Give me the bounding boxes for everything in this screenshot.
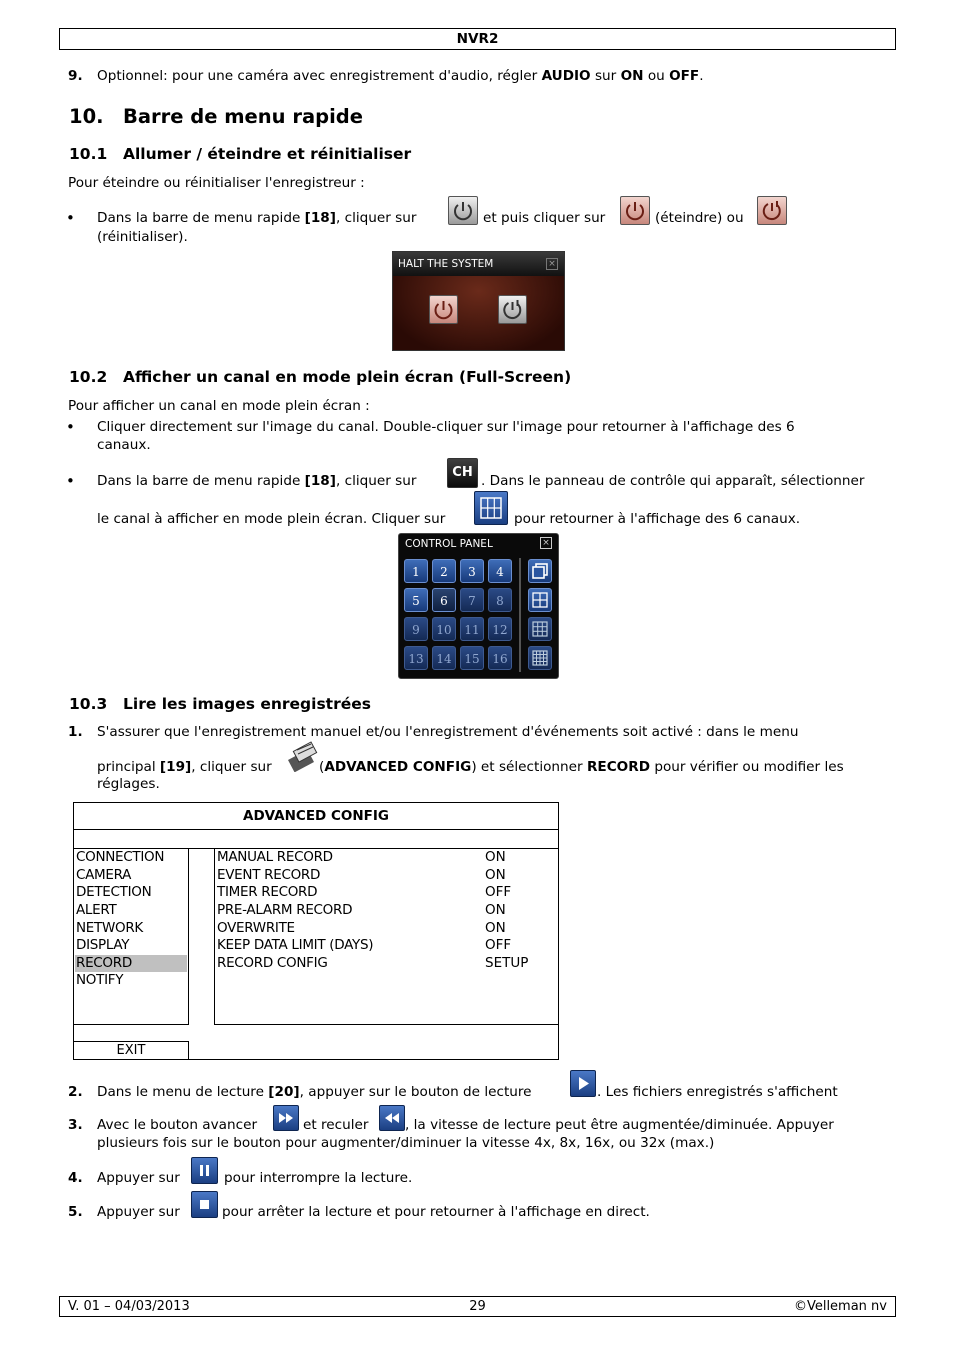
step-1-line3: réglages.	[97, 776, 160, 792]
option-record-config[interactable]: RECORD CONFIG	[217, 954, 328, 971]
grid-9-icon	[529, 618, 551, 640]
step-4-part2: pour interrompre la lecture.	[224, 1170, 413, 1186]
page-number: 29	[469, 1299, 486, 1314]
nine-view-button[interactable]	[528, 617, 552, 641]
s102-bullet1-line1: Cliquer directement sur l'image du canal. Double-cliquer sur l'image pour retourner à l'affichage des 6	[97, 419, 795, 435]
record-settings	[214, 848, 559, 1025]
grid-4-icon	[529, 589, 551, 611]
menu-item-record[interactable]: RECORD	[75, 955, 187, 972]
section-10-3-heading: 10.3 Lire les images enregistrées	[69, 695, 371, 713]
single-view-button[interactable]	[528, 559, 552, 583]
quad-view-button[interactable]	[528, 588, 552, 612]
s102-bullet2-part1: Dans la barre de menu rapide [18], cliquer sur	[97, 473, 417, 489]
divider	[519, 558, 521, 672]
step-3-number: 3.	[68, 1117, 83, 1133]
option-event-record[interactable]: EVENT RECORD	[217, 866, 321, 883]
rewind-icon	[379, 1105, 405, 1131]
step-9-number: 9.	[68, 68, 83, 84]
channel-button-16[interactable]: 16	[488, 646, 512, 670]
step-1-line1: S'assurer que l'enregistrement manuel et/ou l'enregistrement d'événements soit activé : dans le menu	[97, 724, 799, 740]
s102-bullet2-part4: pour retourner à l'affichage des 6 canaux.	[514, 511, 801, 527]
channel-button-12[interactable]: 12	[488, 617, 512, 641]
step-3-part2: et reculer	[303, 1117, 369, 1133]
step-4-number: 4.	[68, 1170, 83, 1186]
control-panel-title: CONTROL PANEL	[405, 538, 493, 550]
section-10-1-heading: 10.1 Allumer / éteindre et réinitialiser	[69, 145, 412, 163]
pause-icon	[191, 1157, 218, 1184]
option-manual-record[interactable]: MANUAL RECORD	[217, 849, 333, 865]
menu-item-connection[interactable]: CONNECTION	[76, 849, 165, 865]
page-footer	[59, 1296, 896, 1317]
play-icon	[570, 1070, 596, 1097]
step-3-part1: Avec le bouton avancer	[97, 1117, 258, 1133]
value-manual-record[interactable]: ON	[485, 849, 506, 865]
channel-button-3[interactable]: 3	[460, 559, 484, 583]
channel-button-11[interactable]: 11	[460, 617, 484, 641]
shutdown-icon	[620, 196, 650, 225]
channel-button-15[interactable]: 15	[460, 646, 484, 670]
step-9-text: Optionnel: pour une caméra avec enregistrement d'audio, régler AUDIO sur ON ou OFF.	[97, 68, 704, 84]
channel-button-6[interactable]: 6	[432, 588, 456, 612]
s102-bullet2-part2: . Dans le panneau de contrôle qui apparaît, sélectionner	[481, 473, 865, 489]
menu-item-network[interactable]: NETWORK	[76, 919, 143, 936]
footer-version: V. 01 – 04/03/2013	[68, 1299, 190, 1314]
advanced-config-icon	[287, 740, 319, 772]
s101-bullet-part4: (réinitialiser).	[97, 229, 188, 245]
channel-button-10[interactable]: 10	[432, 617, 456, 641]
bullet-icon: •	[66, 209, 75, 227]
menu-item-detection[interactable]: DETECTION	[76, 884, 152, 900]
page-header	[59, 28, 896, 50]
section-10-2-heading: 10.2 Afficher un canal en mode plein écran (Full-Screen)	[69, 368, 572, 386]
option-keep-data-limit[interactable]: KEEP DATA LIMIT (DAYS)	[217, 937, 374, 953]
step-2-part2: . Les fichiers enregistrés s'affichent	[597, 1084, 838, 1100]
step-5-part2: pour arrêter la lecture et pour retourner à l'affichage en direct.	[222, 1204, 650, 1220]
step-5-part1: Appuyer sur	[97, 1204, 180, 1220]
value-overwrite[interactable]: ON	[485, 919, 506, 936]
shutdown-button[interactable]	[429, 295, 458, 324]
section-10-2-intro: Pour afficher un canal en mode plein écran :	[68, 398, 370, 414]
exit-button[interactable]: EXIT	[73, 1041, 189, 1060]
advanced-config-screen	[73, 802, 559, 1060]
footer-copyright: ©Velleman nv	[793, 1299, 887, 1314]
control-panel	[398, 533, 559, 679]
channel-button-1[interactable]: 1	[404, 559, 428, 583]
value-timer-record[interactable]: OFF	[485, 884, 512, 900]
window-icon	[529, 560, 551, 582]
close-icon[interactable]: ×	[546, 258, 558, 270]
menu-item-camera[interactable]: CAMERA	[76, 866, 132, 883]
channel-button-8[interactable]: 8	[488, 588, 512, 612]
restart-button[interactable]	[498, 295, 527, 324]
step-1-line2a: principal [19], cliquer sur	[97, 759, 272, 775]
step-2-number: 2.	[68, 1084, 83, 1100]
step-1-number: 1.	[68, 724, 83, 740]
advanced-config-title: ADVANCED CONFIG	[74, 803, 558, 830]
step-5-number: 5.	[68, 1204, 83, 1220]
bullet-icon: •	[66, 418, 75, 436]
ch-icon: CH	[447, 458, 478, 488]
channel-button-2[interactable]: 2	[432, 559, 456, 583]
fast-forward-icon	[273, 1105, 299, 1131]
section-10-1-intro: Pour éteindre ou réinitialiser l'enregistreur :	[68, 175, 365, 191]
s101-bullet-part2: et puis cliquer sur	[483, 210, 606, 226]
option-pre-alarm-record[interactable]: PRE-ALARM RECORD	[217, 901, 353, 918]
value-record-config[interactable]: SETUP	[485, 954, 529, 971]
channel-button-13[interactable]: 13	[404, 646, 428, 670]
step-3-part3: , la vitesse de lecture peut être augmentée/diminuée. Appuyer	[405, 1117, 834, 1133]
s102-bullet1-line2: canaux.	[97, 437, 151, 453]
value-event-record[interactable]: ON	[485, 866, 506, 883]
halt-system-dialog	[392, 251, 565, 351]
option-overwrite[interactable]: OVERWRITE	[217, 919, 295, 936]
halt-dialog-title: HALT THE SYSTEM	[393, 252, 564, 276]
power-menu-icon	[448, 196, 478, 225]
s101-bullet-part1: Dans la barre de menu rapide [18], cliquer sur	[97, 210, 417, 226]
step-4-part1: Appuyer sur	[97, 1170, 180, 1186]
header-title: NVR2	[456, 31, 499, 47]
option-timer-record[interactable]: TIMER RECORD	[217, 884, 318, 900]
bullet-icon: •	[66, 472, 75, 490]
section-10-heading: 10. Barre de menu rapide	[69, 105, 363, 128]
channel-button-9[interactable]: 9	[404, 617, 428, 641]
step-3-line2: plusieurs fois sur le bouton pour augmenter/diminuer la vitesse 4x, 8x, 16x, ou 32x (max.)	[97, 1135, 715, 1151]
grid-view-icon	[474, 491, 508, 525]
close-icon[interactable]: ×	[540, 537, 552, 549]
sixteen-view-button[interactable]	[528, 646, 552, 670]
menu-item-display[interactable]: DISPLAY	[76, 937, 130, 953]
s101-bullet-part3: (éteindre) ou	[655, 210, 744, 226]
grid-16-icon	[529, 647, 551, 669]
channel-button-5[interactable]: 5	[404, 588, 428, 612]
channel-button-14[interactable]: 14	[432, 646, 456, 670]
stop-icon	[191, 1191, 218, 1218]
s102-bullet2-part3: le canal à afficher en mode plein écran. Cliquer sur	[97, 511, 446, 527]
config-menu	[73, 848, 189, 1025]
value-keep-data-limit[interactable]: OFF	[485, 937, 512, 953]
step-2-part1: Dans le menu de lecture [20], appuyer sur le bouton de lecture	[97, 1084, 532, 1100]
step-1-line2b: (ADVANCED CONFIG) et sélectionner RECORD pour vérifier ou modifier les	[319, 759, 844, 775]
channel-button-4[interactable]: 4	[488, 559, 512, 583]
value-pre-alarm-record[interactable]: ON	[485, 901, 506, 918]
channel-button-7[interactable]: 7	[460, 588, 484, 612]
menu-item-alert[interactable]: ALERT	[76, 901, 117, 918]
restart-icon	[757, 196, 787, 225]
menu-item-notify[interactable]: NOTIFY	[76, 972, 124, 988]
